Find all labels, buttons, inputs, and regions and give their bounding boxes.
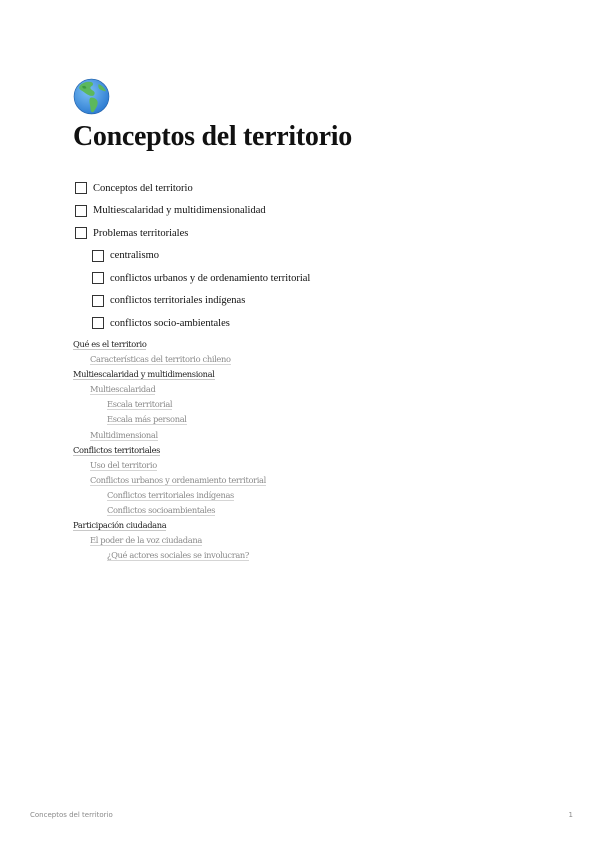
todo-item[interactable]	[75, 200, 310, 223]
toc-link[interactable]: Características del territorio chileno	[90, 354, 231, 365]
todo-item[interactable]	[92, 290, 310, 313]
todo-item[interactable]	[92, 267, 310, 290]
toc-item	[73, 428, 266, 443]
toc-link[interactable]: Multiescalaridad	[90, 384, 156, 395]
toc-link[interactable]: El poder de la voz ciudadana	[90, 535, 202, 546]
todo-item[interactable]	[92, 245, 310, 268]
toc-link[interactable]: ¿Qué actores sociales se involucran?	[107, 550, 250, 561]
toc-link[interactable]: Conflictos territoriales	[73, 444, 161, 455]
todo-item[interactable]	[75, 177, 310, 200]
toc-link[interactable]: Escala más personal	[107, 414, 187, 425]
todo-label: Multiescalaridad y multidimensionalidad	[93, 205, 266, 217]
todo-checkbox[interactable]	[75, 182, 87, 194]
toc-item	[73, 473, 266, 488]
todo-checkbox[interactable]	[92, 272, 104, 284]
toc-item	[73, 443, 266, 458]
todo-label: Conceptos del territorio	[93, 182, 193, 194]
todo-checkbox[interactable]	[92, 295, 104, 307]
todo-label: centralismo	[110, 250, 159, 262]
toc-item	[73, 367, 266, 382]
todo-label: conflictos urbanos y de ordenamiento territorial	[110, 272, 311, 284]
todo-label: conflictos territoriales indígenas	[110, 295, 246, 307]
page-title: Conceptos del territorio	[73, 121, 352, 152]
toc-item	[73, 337, 266, 352]
toc-item	[73, 382, 266, 397]
todo-checkbox[interactable]	[75, 205, 87, 217]
toc-link[interactable]: Multiescalaridad y multidimensional	[73, 369, 215, 380]
todo-label: conflictos socio-ambientales	[110, 317, 230, 329]
toc-item	[73, 352, 266, 367]
toc-link[interactable]: Conflictos socioambientales	[107, 505, 216, 516]
toc-link[interactable]: Qué es el territorio	[73, 339, 147, 349]
todo-list	[75, 177, 310, 335]
todo-checkbox[interactable]	[75, 227, 87, 239]
todo-item[interactable]	[92, 312, 310, 335]
todo-item[interactable]	[75, 222, 310, 245]
toc-link[interactable]: Conflictos territoriales indígenas	[107, 489, 234, 500]
toc-link[interactable]: Participación ciudadana	[73, 520, 167, 531]
footer-document-title: Conceptos del territorio	[30, 811, 113, 819]
table-of-contents	[73, 337, 266, 563]
toc-item	[73, 533, 266, 548]
toc-link[interactable]: Multidimensional	[90, 429, 158, 440]
toc-item	[73, 518, 266, 533]
footer-page-number: 1	[568, 811, 573, 819]
todo-checkbox[interactable]	[92, 250, 104, 262]
toc-link[interactable]: Uso del territorio	[90, 459, 157, 470]
globe-americas-icon	[73, 78, 110, 115]
toc-link[interactable]: Conflictos urbanos y ordenamiento territorial	[90, 474, 266, 485]
toc-item	[73, 412, 266, 427]
todo-label: Problemas territoriales	[93, 227, 189, 239]
toc-link[interactable]: Escala territorial	[107, 399, 173, 410]
toc-item	[73, 548, 266, 563]
toc-item	[73, 503, 266, 518]
toc-item	[73, 397, 266, 412]
toc-item	[73, 458, 266, 473]
toc-item	[73, 488, 266, 503]
todo-checkbox[interactable]	[92, 317, 104, 329]
